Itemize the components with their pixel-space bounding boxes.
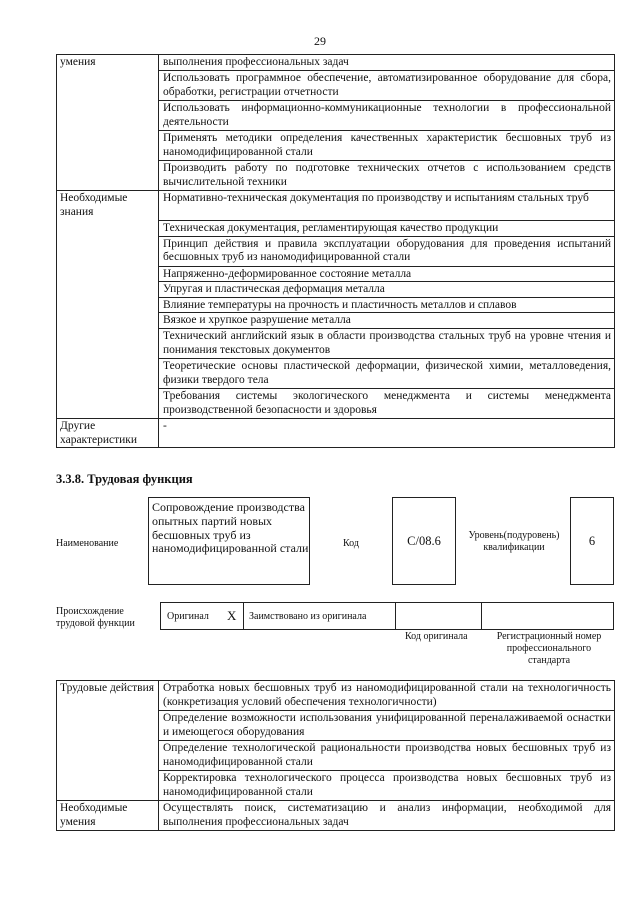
requirements-table-top (56, 54, 615, 448)
code-label: Код (343, 538, 359, 549)
table-cell: Влияние температуры на прочность и пластичность металлов и сплавов (159, 297, 615, 313)
table-cell: Упругая и пластическая деформация металла (159, 282, 615, 298)
table-cell: Осуществлять поиск, систематизацию и анализ информации, необходимой для выполнения профессиональных задач (159, 801, 615, 831)
table-cell: Принцип действия и правила эксплуатации оборудования для проведения испытаний бесшовных труб из наномодифицированной стали (159, 236, 615, 266)
function-name-box: Сопровождение производства опытных партий новых бесшовных труб из наномодифицированной стали (148, 497, 310, 585)
table-cell: Определение технологической рациональности производства новых бесшовных труб из наномодифицированной стали (159, 741, 615, 771)
origin-row (160, 602, 614, 630)
page-number: 29 (314, 34, 326, 48)
original-mark: Х (227, 608, 237, 623)
table-cell: Вязкое и хрупкое разрушение металла (159, 313, 615, 329)
table-cell: Требования системы экологического менеджмента и системы менеджмента производственной безопасности и здоровья (159, 388, 615, 418)
table-cell: Теоретические основы пластической деформации, физической химии, металловедения, физики твердого тела (159, 358, 615, 388)
borrowed-label: Заимствовано из оригинала (249, 610, 367, 622)
level-box: 6 (570, 497, 614, 585)
row-label-other: Другие характеристики (57, 418, 159, 447)
table-cell: Определение возможности использования унифицированной переналаживаемой оснастки и имеющегося оборудования (159, 711, 615, 741)
table-cell: Производить работу по подготовке технических отчетов с использованием средств вычислительной техники (159, 161, 615, 191)
table-cell: Корректировка технологического процесса производства новых бесшовных труб из наномодифицированной стали (159, 771, 615, 801)
table-cell: выполнения профессиональных задач (159, 55, 615, 71)
name-label: Наименование (56, 538, 119, 549)
row-label-knowledge: Необходимые знания (57, 191, 159, 419)
original-label: Оригинал (167, 610, 209, 622)
table-cell: Использовать программное обеспечение, автоматизированное оборудование для сбора, обработки, регистрации отчетности (159, 71, 615, 101)
table-cell: - (159, 418, 615, 447)
reg-number-caption: Регистрационный номер профессионального стандарта (496, 631, 602, 666)
code-box: С/08.6 (392, 497, 456, 585)
table-cell: Применять методики определения качественных характеристик бесшовных труб из наномодифицированной стали (159, 131, 615, 161)
requirements-table-bottom (56, 680, 615, 831)
table-cell: Техническая документация, регламентирующая качество продукции (159, 221, 615, 237)
row-label-actions: Трудовые действия (57, 681, 159, 801)
table-cell: Нормативно-техническая документация по производству и испытаниям стальных труб (159, 191, 615, 221)
level-label: Уровень(подуровень) квалификации (468, 530, 560, 553)
table-cell: Напряженно-деформированное состояние металла (159, 266, 615, 282)
table-cell: Отработка новых бесшовных труб из наномодифицированной стали на технологичность (конкретизация условий обеспечения технологичности) (159, 681, 615, 711)
original-code-caption: Код оригинала (405, 631, 468, 642)
origin-label: Происхождение трудовой функции (56, 606, 135, 629)
table-cell: Использовать информационно-коммуникационные технологии в профессиональной деятельности (159, 101, 615, 131)
row-label-skills: Необходимые умения (57, 801, 159, 831)
table-cell: Технический английский язык в области производства стальных труб на уровне чтения и понимания текстовых документов (159, 328, 615, 358)
section-title: 3.3.8. Трудовая функция (56, 472, 193, 486)
row-label-skills: умения (57, 55, 159, 191)
